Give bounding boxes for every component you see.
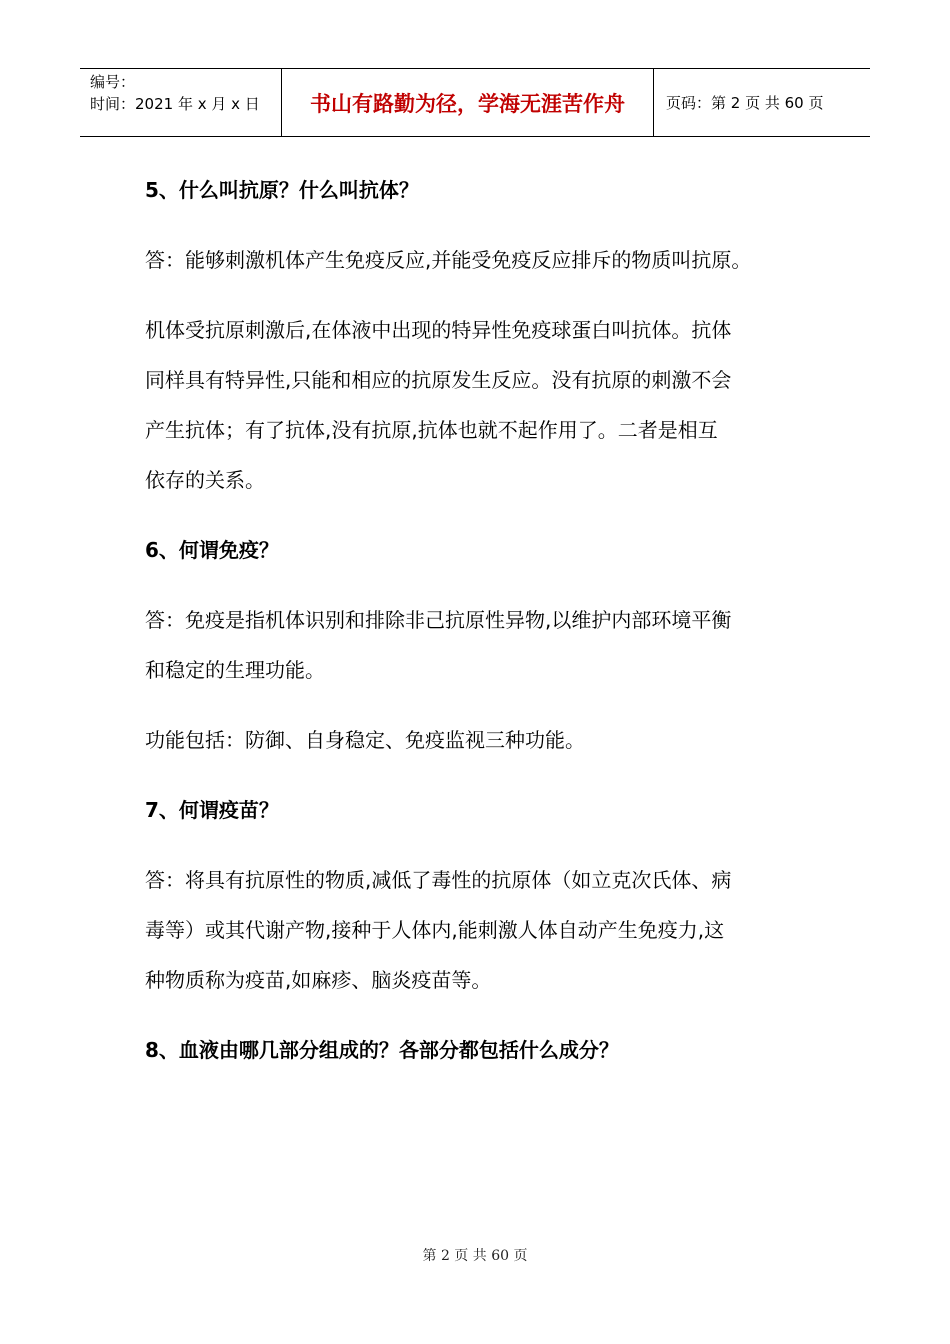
answer-5-line-2: 机体受抗原刺激后,在体液中出现的特异性免疫球蛋白叫抗体。抗体 (145, 318, 732, 342)
question-7: 7、何谓疫苗？ (145, 798, 279, 822)
question-6: 6、何谓免疫？ (145, 538, 279, 562)
question-5: 5、什么叫抗原？什么叫抗体？ (145, 178, 419, 202)
header-motto: 书山有路勤为径，学海无涯苦作舟 (282, 69, 654, 136)
document-body (145, 165, 815, 1075)
answer-5-line-3: 同样具有特异性,只能和相应的抗原发生反应。没有抗原的刺激不会 (145, 368, 732, 392)
question-8: 8、血液由哪几部分组成的？各部分都包括什么成分？ (145, 1038, 619, 1062)
answer-5-line-4: 产生抗体；有了抗体,没有抗原,抗体也就不起作用了。二者是相互 (145, 418, 718, 442)
time-label: 时间：2021 年 x 月 x 日 (90, 95, 260, 113)
answer-5-line-1: 答：能够刺激机体产生免疫反应,并能受免疫反应排斥的物质叫抗原。 (145, 248, 752, 272)
header-meta (80, 69, 282, 136)
number-label: 编号： (90, 73, 136, 91)
answer-6-line-1: 答：免疫是指机体识别和排除非己抗原性异物,以维护内部环境平衡 (145, 608, 732, 632)
page-footer: 第 2 页 共 60 页 (422, 1248, 528, 1264)
page-header (80, 68, 870, 137)
answer-6-line-3: 功能包括：防御、自身稳定、免疫监视三种功能。 (145, 728, 585, 752)
answer-7-line-2: 毒等）或其代谢产物,接种于人体内,能刺激人体自动产生免疫力,这 (145, 918, 725, 942)
answer-6-line-2: 和稳定的生理功能。 (145, 658, 325, 682)
answer-7-line-1: 答：将具有抗原性的物质,减低了毒性的抗原体（如立克次氏体、病 (145, 868, 732, 892)
answer-5-line-5: 依存的关系。 (145, 468, 265, 492)
answer-7-line-3: 种物质称为疫苗,如麻疹、脑炎疫苗等。 (145, 968, 492, 992)
header-page-info: 页码：第 2 页 共 60 页 (666, 94, 824, 112)
